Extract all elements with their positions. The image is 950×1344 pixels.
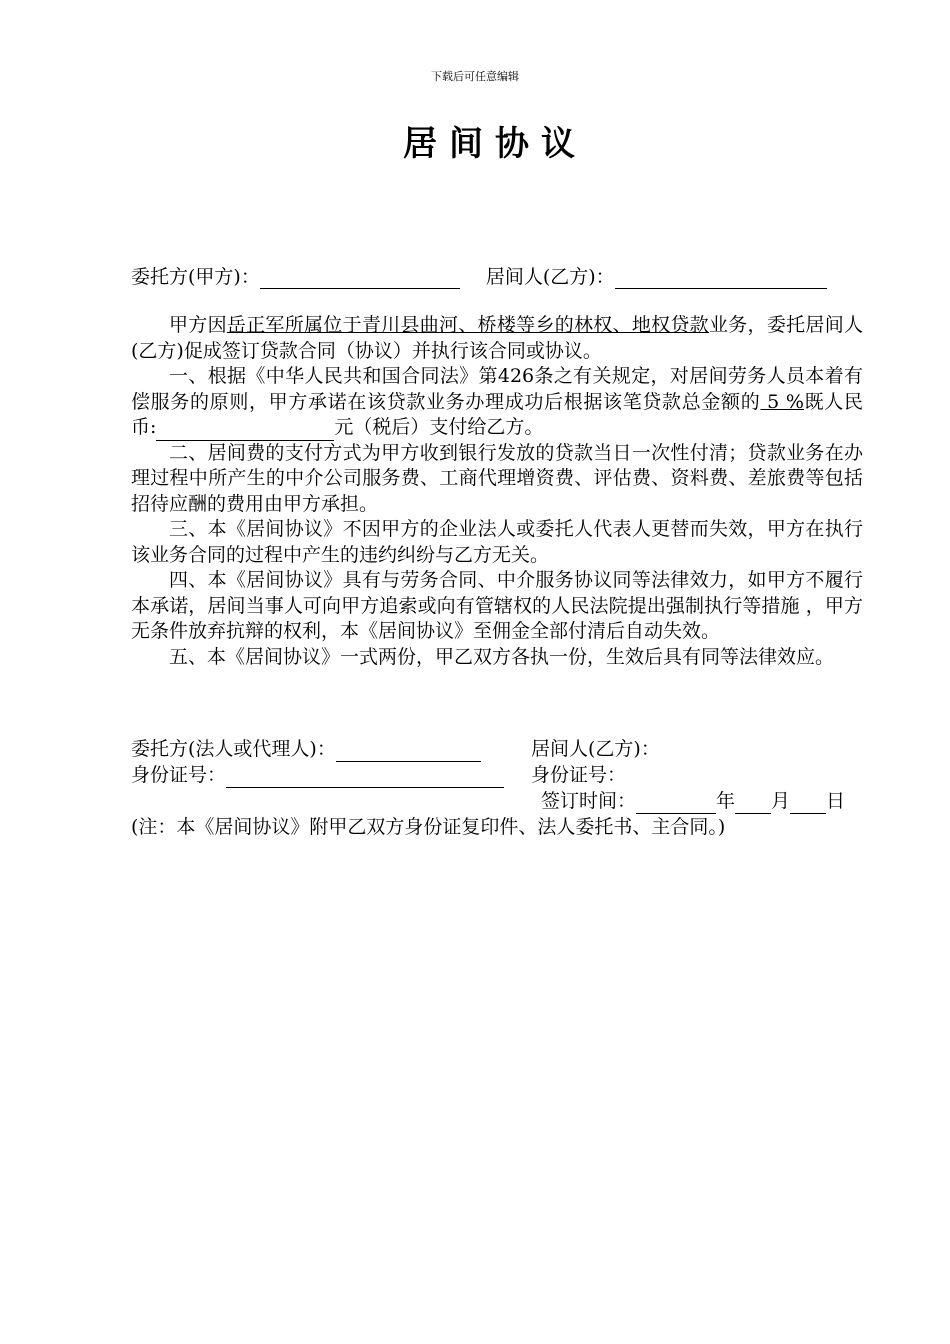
id-blank-left xyxy=(226,767,504,788)
header-note: 下载后可任意编辑 xyxy=(431,70,519,83)
commission-percent: 5 % xyxy=(760,390,804,413)
paragraph-intro: 甲方因岳正军所属位于青川县曲河、桥楼等乡的林权、地权贷款业务，委托居间人(乙方)促成签订贷款合同（协议）并执行该合同或协议。 xyxy=(131,314,863,362)
clause-4: 四、本《居间协议》具有与劳务合同、中介服务协议同等法律效力，如甲方不履行本承诺，居间当事人可向甲方追索或向有管辖权的人民法院提出强制执行等措施 ，甲方无条件放弃抗辩的权利，本《居间协议》至佣金全部付清后自动失效。 xyxy=(131,569,863,642)
client-blank xyxy=(260,268,460,289)
broker-blank xyxy=(615,268,827,289)
month-blank xyxy=(735,793,771,814)
document-title: 居间协议 xyxy=(403,124,587,164)
clause-5: 五、本《居间协议》一式两份，甲乙双方各执一份，生效后具有同等法律效应。 xyxy=(169,645,835,668)
amount-blank xyxy=(156,420,334,441)
year-blank xyxy=(636,793,716,814)
sign-client-label: 委托方(法人或代理人)： xyxy=(131,738,336,760)
signing-date: 签订时间： 年 月 日 xyxy=(541,790,846,812)
id-label-left: 身份证号： xyxy=(131,764,227,786)
clause-1: 一、根据《中华人民共和国合同法》第426条之有关规定，对居间劳务人员本着有偿服务的原则，甲方承诺在该贷款业务办理成功后根据该笔贷款总金额的 5 %既人民币: 元（税后）支付给乙方。 xyxy=(131,364,863,441)
parties-line xyxy=(131,262,866,289)
clause-2: 二、居间费的支付方式为甲方收到银行发放的贷款当日一次性付清；贷款业务在办理过程中所产生的中介公司服务费、工商代理增资费、评估费、资料费、差旅费等包括招待应酬的费用由甲方承担。 xyxy=(131,441,863,515)
day-blank xyxy=(790,793,826,814)
broker-label: 居间人(乙方)： xyxy=(485,266,615,288)
client-label: 委托方(甲方)： xyxy=(131,266,260,288)
id-label-right: 身份证号： xyxy=(531,764,627,786)
signature-block xyxy=(131,736,866,840)
sign-client-blank xyxy=(336,741,481,762)
underlined-business: 岳正军所属位于青川县曲河、桥楼等乡的林权、地权贷款 xyxy=(226,314,709,336)
clause-3: 三、本《居间协议》不因甲方的企业法人或委托人代表人更替而失效，甲方在执行该业务合同的过程中产生的违约纠纷与乙方无关。 xyxy=(131,518,863,566)
agreement-body xyxy=(131,313,863,670)
attachment-note: (注：本《居间协议》附甲乙双方身份证复印件、法人委托书、主合同。) xyxy=(131,816,726,838)
sign-broker-label: 居间人(乙方)： xyxy=(531,738,660,760)
